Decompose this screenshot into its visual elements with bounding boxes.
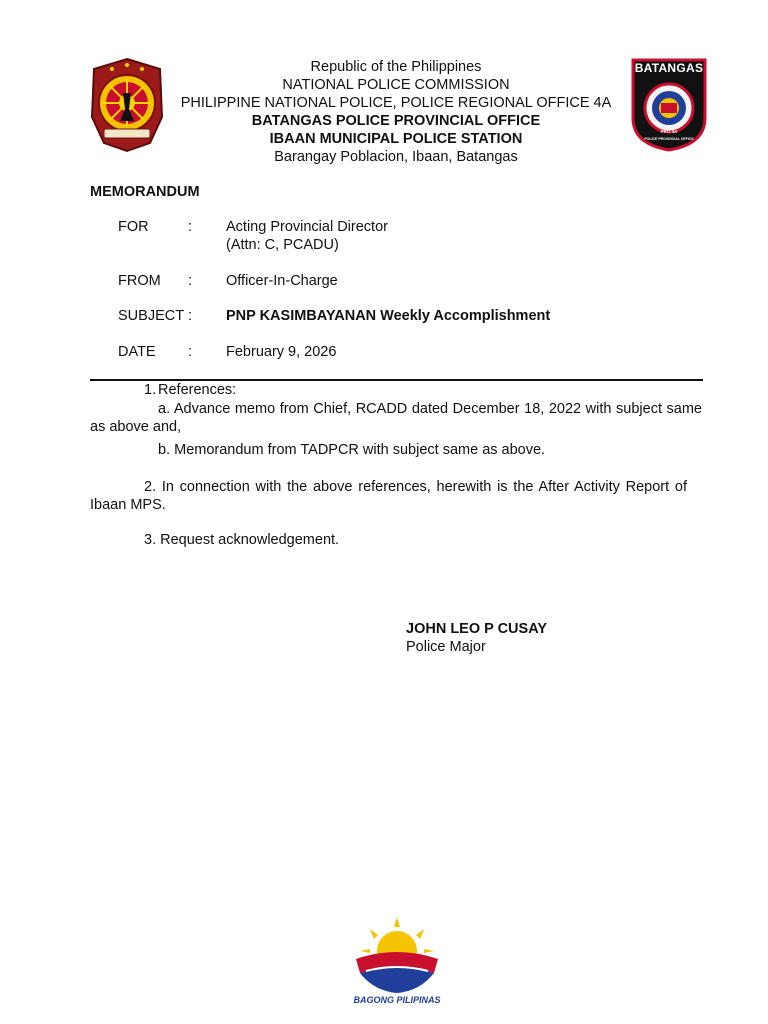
from-label: FROM (118, 273, 161, 289)
memo-heading: MEMORANDUM (90, 184, 200, 200)
subject-colon: : (188, 308, 193, 324)
date-colon: : (188, 344, 193, 360)
badge-title: BATANGAS (634, 61, 704, 75)
header-napolcom: NATIONAL POLICE COMMISSION (282, 77, 510, 93)
header-provincial-office: BATANGAS POLICE PROVINCIAL OFFICE (251, 113, 541, 129)
header-republic: Republic of the Philippines (310, 59, 482, 75)
p2-text: 2. In connection with the above references, herewith is the After Activity Report of Ibaan MPS. (90, 479, 687, 513)
for-colon: : (188, 219, 193, 235)
from-value: Officer-In-Charge (226, 273, 338, 289)
signatory-rank: Police Major (406, 639, 486, 655)
p1a-text: a. Advance memo from Chief, RCADD dated December 18, 2022 with subject same as above and, (90, 401, 702, 435)
signatory-name: JOHN LEO P CUSAY (406, 621, 548, 637)
bagong-pilipinas-logo (340, 915, 454, 1011)
p3-text: 3. Request acknowledgement. (144, 532, 340, 548)
header-pnp-region: PHILIPPINE NATIONAL POLICE, POLICE REGIONAL OFFICE 4A (180, 95, 612, 111)
badge-sub: PRO 4A (660, 129, 678, 134)
p1-references: References: (158, 382, 237, 398)
for-attention: (Attn: C, PCADU) (226, 237, 339, 253)
p1-number: 1. (144, 382, 157, 398)
header-address: Barangay Poblacion, Ibaan, Batangas (274, 149, 518, 165)
for-label: FOR (118, 219, 149, 235)
date-label: DATE (118, 344, 156, 360)
header-municipal-station: IBAAN MUNICIPAL POLICE STATION (269, 131, 523, 147)
badge-bottom-text: POLICE PROVINCIAL OFFICE (644, 137, 694, 141)
date-value: February 9, 2026 (226, 344, 337, 360)
from-colon: : (188, 273, 193, 289)
bagong-pilipinas-text: BAGONG PILIPINAS (353, 995, 441, 1005)
subject-value: PNP KASIMBAYANAN Weekly Accomplishment (226, 308, 551, 324)
p1b-text: b. Memorandum from TADPCR with subject same as above. (158, 442, 546, 458)
for-value: Acting Provincial Director (226, 219, 388, 235)
subject-label: SUBJECT (118, 308, 185, 324)
header-divider (90, 379, 703, 381)
batangas-ppo-badge-logo (631, 58, 707, 152)
